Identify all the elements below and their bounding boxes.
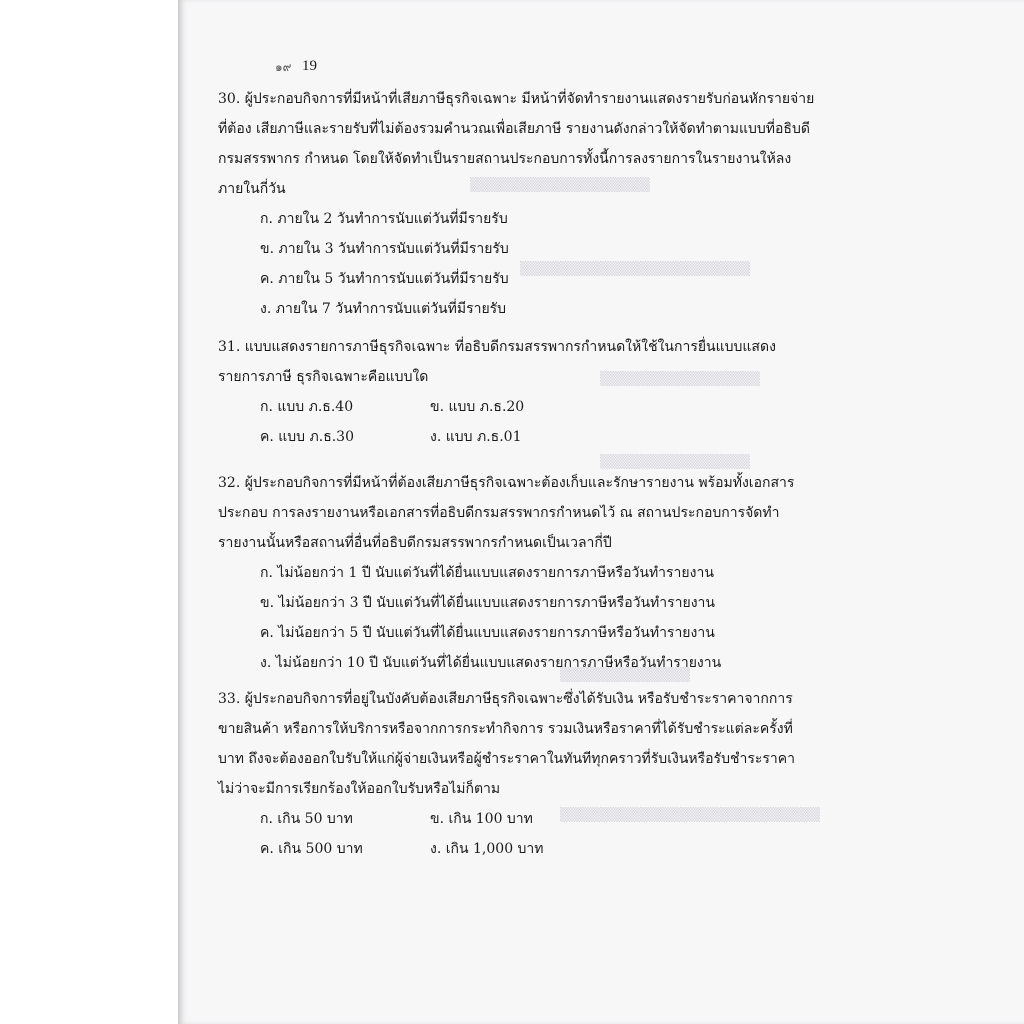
answer-option: ง. ภายใน 7 วันทำการนับแต่วันที่มีรายรับ	[260, 301, 507, 317]
question-31	[218, 332, 786, 452]
question-line: ไม่ว่าจะมีการเรียกร้องให้ออกใบรับหรือไม่ก็ตาม	[218, 781, 501, 797]
question-line: 32. ผู้ประกอบกิจการที่มีหน้าที่ต้องเสียภาษีธุรกิจเฉพาะต้องเก็บและรักษารายงาน พร้อมทั้งเอกสาร	[218, 475, 795, 491]
bleed-through-text: ▒▒▒▒▒▒▒▒▒▒▒▒▒▒▒▒▒▒	[470, 178, 650, 193]
answer-option: ก. เกิน 50 บาท	[260, 811, 353, 827]
bleed-through-text: ▒▒▒▒▒▒▒▒▒▒▒▒▒▒▒	[600, 455, 750, 470]
question-line: 30. ผู้ประกอบกิจการที่มีหน้าที่เสียภาษีธุรกิจเฉพาะ มีหน้าที่จัดทำรายงานแสดงรายรับก่อนหักรายจ่าย	[218, 91, 815, 107]
answer-options-grid	[218, 804, 786, 864]
question-32	[218, 468, 795, 678]
question-line: บาท ถึงจะต้องออกใบรับให้แก่ผู้จ่ายเงินหรือผู้ชำระราคาในทันทีทุกคราวที่รับเงินหรือรับชำระราคา	[218, 751, 795, 767]
bleed-through-text: ▒▒▒▒▒▒▒▒▒▒▒▒▒	[560, 668, 690, 683]
question-line: 33. ผู้ประกอบกิจการที่อยู่ในบังคับต้องเสียภาษีธุรกิจเฉพาะซึ่งได้รับเงิน หรือรับชำระราคาจากการ	[218, 691, 793, 707]
question-line: ขายสินค้า หรือการให้บริการหรือจากการกระทำกิจการ รวมเงินหรือราคาที่ได้รับชำระแต่ละครั้งที่	[218, 721, 793, 737]
answer-option: ข. เกิน 100 บาท	[430, 811, 533, 827]
answer-option: ง. เกิน 1,000 บาท	[430, 841, 544, 857]
question-line: ประกอบ การลงรายงานหรือเอกสารที่อธิบดีกรมสรรพากรกำหนดไว้ ณ สถานประกอบการจัดทำ	[218, 505, 780, 521]
bleed-through-text: ▒▒▒▒▒▒▒▒▒▒▒▒▒▒▒▒▒▒▒▒▒▒▒▒▒▒	[560, 808, 820, 823]
answer-option: ค. ภายใน 5 วันทำการนับแต่วันที่มีรายรับ	[260, 271, 509, 287]
answer-option: ค. เกิน 500 บาท	[260, 841, 363, 857]
answer-option: ค. ไม่น้อยกว่า 5 ปี นับแต่วันที่ได้ยื่นแบบแสดงรายการภาษีหรือวันทำรายงาน	[260, 625, 715, 641]
bleed-through-text: ▒▒▒▒▒▒▒▒▒▒▒▒▒▒▒▒	[600, 372, 760, 387]
question-33	[218, 684, 795, 864]
answer-option: ก. ภายใน 2 วันทำการนับแต่วันที่มีรายรับ	[260, 211, 508, 227]
answer-option: ข. ไม่น้อยกว่า 3 ปี นับแต่วันที่ได้ยื่นแบบแสดงรายการภาษีหรือวันทำรายงาน	[260, 595, 715, 611]
answer-option: ข. แบบ ภ.ธ.20	[430, 399, 525, 415]
bleed-through-text: ▒▒▒▒▒▒▒▒▒▒▒▒▒▒▒▒▒▒▒▒▒▒▒	[520, 262, 750, 277]
page-mark: ๑๙	[275, 60, 292, 74]
question-line: ที่ต้อง เสียภาษีและรายรับที่ไม่ต้องรวมคำนวณเพื่อเสียภาษี รายงานดังกล่าวให้จัดทำตามแบบที่อธิบดี	[218, 121, 810, 137]
answer-option: ง. แบบ ภ.ธ.01	[430, 429, 522, 445]
answer-option: ค. แบบ ภ.ธ.30	[260, 429, 355, 445]
answer-option: ก. ไม่น้อยกว่า 1 ปี นับแต่วันที่ได้ยื่นแบบแสดงรายการภาษีหรือวันทำรายงาน	[260, 565, 714, 581]
question-line: กรมสรรพากร กำหนด โดยให้จัดทำเป็นรายสถานประกอบการทั้งนี้การลงรายการในรายงานให้ลง	[218, 151, 792, 167]
question-line: รายการภาษี ธุรกิจเฉพาะคือแบบใด	[218, 369, 429, 385]
question-line: 31. แบบแสดงรายการภาษีธุรกิจเฉพาะ ที่อธิบดีกรมสรรพากรกำหนดให้ใช้ในการยื่นแบบแสดง	[218, 339, 776, 355]
question-30	[218, 84, 815, 324]
page-number: 19	[302, 58, 317, 74]
answer-option: ข. ภายใน 3 วันทำการนับแต่วันที่มีรายรับ	[260, 241, 509, 257]
answer-options-grid	[218, 392, 786, 452]
answer-option: ง. ไม่น้อยกว่า 10 ปี นับแต่วันที่ได้ยื่นแบบแสดงรายการภาษีหรือวันทำรายงาน	[260, 655, 722, 671]
question-line: รายงานนั้นหรือสถานที่อื่นที่อธิบดีกรมสรรพากรกำหนดเป็นเวลากี่ปี	[218, 535, 612, 551]
question-line: ภายในกี่วัน	[218, 181, 286, 197]
answer-option: ก. แบบ ภ.ธ.40	[260, 399, 354, 415]
